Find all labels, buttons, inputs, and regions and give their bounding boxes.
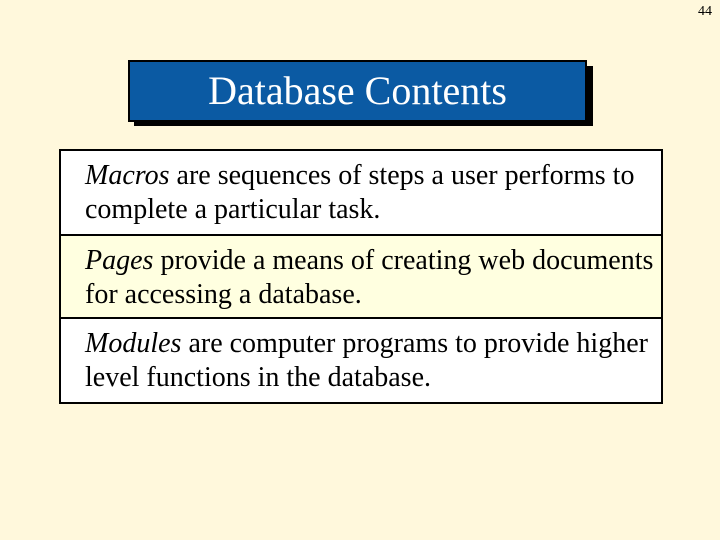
list-item-modules	[61, 317, 661, 400]
definition-modules: are computer programs to provide higher level functions in the database.	[85, 328, 648, 393]
definition-macros: are sequences of steps a user performs to complete a particular task.	[85, 160, 635, 225]
content-box	[59, 149, 663, 404]
term-modules: Modules	[85, 328, 182, 359]
list-item-pages	[61, 234, 661, 317]
page-number: 44	[698, 4, 712, 19]
definition-pages: provide a means of creating web documents for accessing a database.	[85, 245, 654, 310]
term-pages: Pages	[85, 245, 154, 276]
title-box	[128, 60, 587, 122]
term-macros: Macros	[85, 160, 170, 191]
slide-title: Database Contents	[208, 68, 507, 113]
list-item-macros	[61, 151, 661, 234]
